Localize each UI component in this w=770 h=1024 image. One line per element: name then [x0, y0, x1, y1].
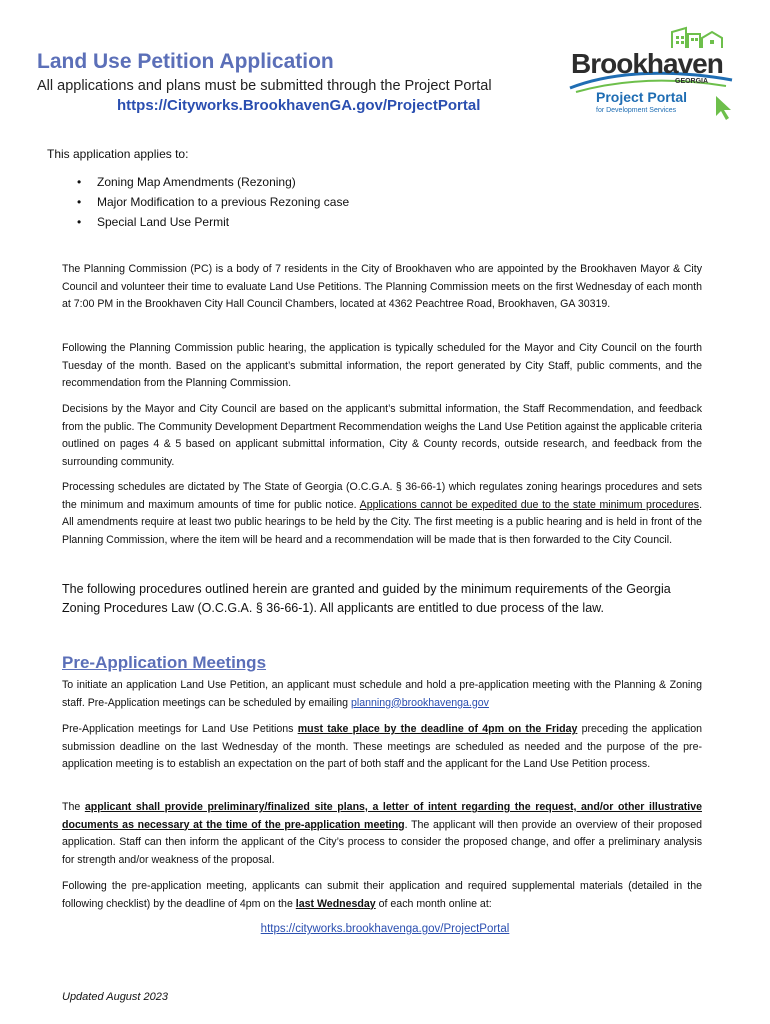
decisions-paragraph: Decisions by the Mayor and City Council are based on the applicant’s submittal information, the Staff Recommendation, and feedback from the public. The Community Development Department Recommendation weighs the Land Use Petition against the applicable criteria outlined on pages 4 & 5 based on applicant submittal information, City & County records, outside research, and feedback from the surrounding community. — [62, 403, 702, 468]
portal-link[interactable]: https://Cityworks.BrookhavenGA.gov/ProjectPortal — [117, 97, 481, 114]
updated-date: Updated August 2023 — [62, 991, 169, 1003]
page-subtitle: All applications and plans must be submitted through the Project Portal — [37, 78, 492, 94]
project-portal-link[interactable]: https://cityworks.brookhavenga.gov/ProjectPortal — [260, 923, 510, 935]
bullet-icon: • — [77, 175, 82, 189]
last-wednesday-emphasis: last Wednesday — [295, 897, 376, 910]
list-item: • Special Land Use Permit — [77, 212, 349, 232]
section-heading: Pre-Application Meetings — [62, 653, 267, 672]
logo-wordmark: Brookhaven — [571, 48, 723, 79]
logo-project-portal: Project Portal — [596, 89, 688, 105]
preapp-documents-paragraph: The applicant shall provide preliminary/finalized site plans, a letter of intent regarding the request, and/or other illustrative documents as necessary at the time of the pre-application meeting. The applicant will then provide an overview of their proposed application. Staff can then inform the applicant of the City’s process to consider the proposed change, and offer a preliminary analysis for strength and/or weakness of the proposal. — [62, 801, 702, 866]
applies-list — [77, 172, 349, 232]
logo-tagline: for Development Services — [596, 107, 677, 114]
preapp-initiate-paragraph: To initiate an application Land Use Petition, an applicant must schedule and hold a pre-application meeting with the Planning & Zoning staff. Pre-Application meetings can be scheduled by emailing planning@brookhavenga.gov — [62, 679, 702, 709]
logo-georgia: GEORGIA — [675, 78, 709, 85]
processing-paragraph: Processing schedules are dictated by The State of Georgia (O.C.G.A. § 36-66-1) which regulates zoning hearings procedures and sets the minimum and maximum amounts of time for public notice. Applications cannot be expedited due to the state minimum procedures. All amendments require at least two public hearings to be held by the City. The first meeting is a public hearing and is held in front of the Planning Commission, where the item will be heard and a recommendation will be made that is then forwarded to the City Council. — [62, 481, 703, 546]
list-item: • Zoning Map Amendments (Rezoning) — [77, 172, 349, 192]
bullet-icon: • — [77, 195, 82, 209]
planning-email-link[interactable]: planning@brookhavenga.gov — [350, 696, 489, 709]
page-title: Land Use Petition Application — [37, 50, 334, 73]
list-item: • Major Modification to a previous Rezoning case — [77, 192, 349, 212]
planning-commission-paragraph: The Planning Commission (PC) is a body of 7 residents in the City of Brookhaven who are appointed by the Brookhaven Mayor & City Council and volunteer their time to evaluate Land Use Petitions. The Planning Commission meets on the first Wednesday of each month at 7:00 PM in the Brookhaven City Hall Council Chambers, located at 4362 Peachtree Road, Brookhaven, GA 30319. — [62, 263, 702, 310]
preapp-submit-paragraph: Following the pre-application meeting, applicants can submit their application and required supplemental materials (detailed in the following checklist) by the deadline of 4pm on the last Wednesday of each month online at: — [62, 880, 702, 910]
expedite-notice: Applications cannot be expedited due to the state minimum procedures — [359, 498, 700, 511]
applies-intro: This application applies to: — [47, 147, 189, 161]
hearing-paragraph: Following the Planning Commission public hearing, the application is typically scheduled for the Mayor and City Council on the fourth Tuesday of the month. Based on the applicant’s submittal information, the report generated by City Staff, public comments, and the recommendation from the Planning Commission. — [62, 342, 702, 389]
preapp-deadline-paragraph: Pre-Application meetings for Land Use Petitions must take place by the deadline of 4pm on the Friday preceding the application submission deadline on the last Wednesday of the month. These meetings are scheduled as needed and the purpose of the pre-application meeting is to establish an expectation on the part of both staff and the applicant for the Land Use Petition process. — [62, 723, 702, 770]
bullet-icon: • — [77, 215, 82, 229]
deadline-emphasis: must take place by the deadline of 4pm on the Friday — [297, 723, 578, 735]
documents-emphasis: applicant shall provide preliminary/finalized site plans, a letter of intent regarding the request, and/or other illustrative documents as necessary at the time of the pre-application meeting — [62, 801, 702, 831]
procedures-paragraph: The following procedures outlined herein are granted and guided by the minimum requirements of the Georgia Zoning Procedures Law (O.C.G.A. § 36-66-1). All applicants are entitled to due process of the law. — [62, 582, 671, 615]
